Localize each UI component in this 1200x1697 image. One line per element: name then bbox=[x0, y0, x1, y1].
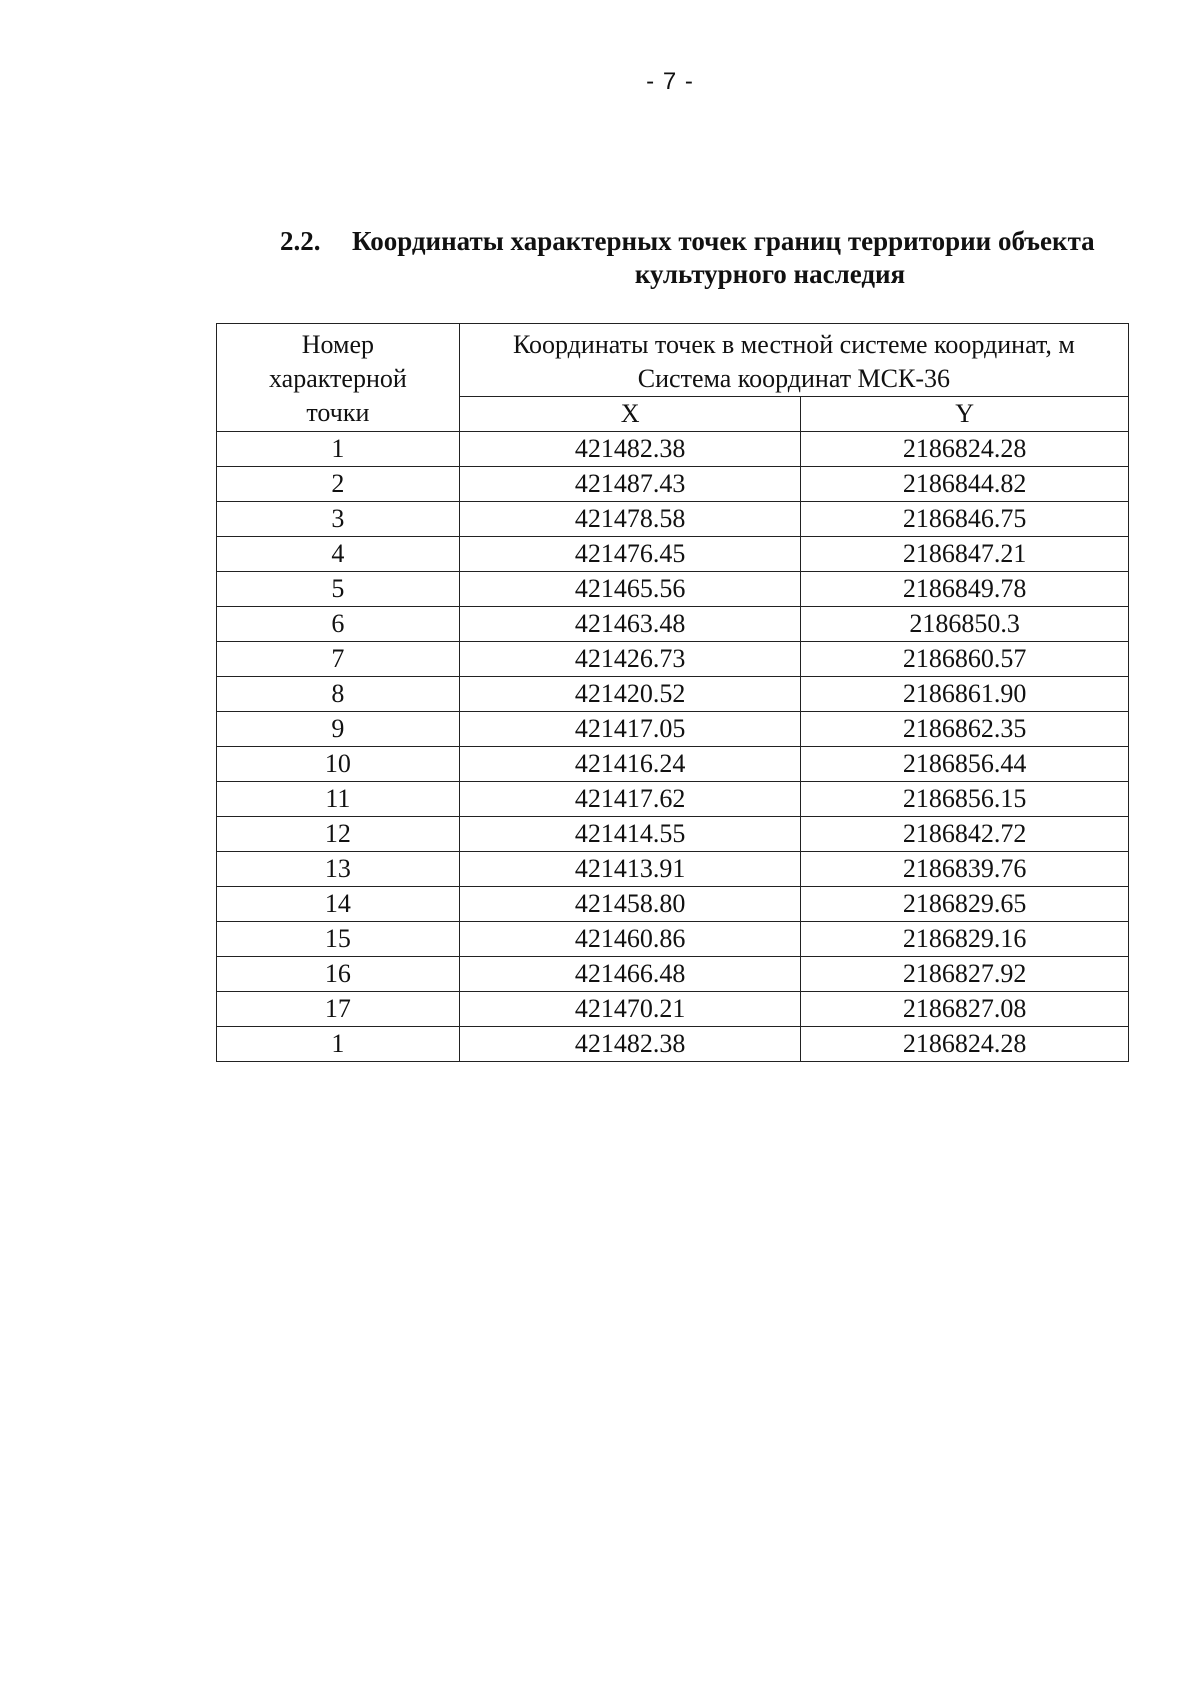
cell-y: 2186850.3 bbox=[801, 607, 1129, 642]
cell-x: 421487.43 bbox=[459, 467, 801, 502]
table-row bbox=[217, 992, 1129, 1027]
header-point-number bbox=[217, 324, 460, 432]
cell-y: 2186824.28 bbox=[801, 1027, 1129, 1062]
table-row bbox=[217, 782, 1129, 817]
cell-y: 2186839.76 bbox=[801, 852, 1129, 887]
cell-x: 421465.56 bbox=[459, 572, 801, 607]
section-heading bbox=[280, 225, 1140, 291]
cell-point-number: 2 bbox=[217, 467, 460, 502]
cell-x: 421463.48 bbox=[459, 607, 801, 642]
cell-point-number: 14 bbox=[217, 887, 460, 922]
cell-x: 421482.38 bbox=[459, 1027, 801, 1062]
table-row bbox=[217, 887, 1129, 922]
cell-point-number: 10 bbox=[217, 747, 460, 782]
section-number: 2.2. bbox=[280, 226, 321, 256]
cell-y: 2186824.28 bbox=[801, 432, 1129, 467]
cell-x: 421417.05 bbox=[459, 712, 801, 747]
cell-y: 2186862.35 bbox=[801, 712, 1129, 747]
table-row bbox=[217, 712, 1129, 747]
table-row bbox=[217, 747, 1129, 782]
header-point-number-line-2: характерной bbox=[269, 364, 407, 393]
table-row bbox=[217, 607, 1129, 642]
cell-y: 2186829.16 bbox=[801, 922, 1129, 957]
table-body bbox=[217, 432, 1129, 1062]
table-row bbox=[217, 957, 1129, 992]
cell-point-number: 17 bbox=[217, 992, 460, 1027]
header-point-number-line-1: Номер bbox=[301, 330, 375, 359]
header-y: Y bbox=[801, 397, 1129, 432]
table-row bbox=[217, 852, 1129, 887]
cell-x: 421482.38 bbox=[459, 432, 801, 467]
cell-y: 2186846.75 bbox=[801, 502, 1129, 537]
header-point-number-line-3: точки bbox=[306, 398, 370, 427]
cell-point-number: 3 bbox=[217, 502, 460, 537]
cell-x: 421416.24 bbox=[459, 747, 801, 782]
table-row bbox=[217, 537, 1129, 572]
cell-point-number: 12 bbox=[217, 817, 460, 852]
cell-point-number: 9 bbox=[217, 712, 460, 747]
table-row bbox=[217, 922, 1129, 957]
cell-y: 2186849.78 bbox=[801, 572, 1129, 607]
cell-x: 421460.86 bbox=[459, 922, 801, 957]
cell-y: 2186844.82 bbox=[801, 467, 1129, 502]
table-row bbox=[217, 677, 1129, 712]
header-coordinates-line-2: Система координат МСК-36 bbox=[637, 364, 951, 393]
heading-line-1 bbox=[280, 225, 1140, 258]
header-coordinates bbox=[459, 324, 1128, 397]
cell-point-number: 11 bbox=[217, 782, 460, 817]
cell-x: 421413.91 bbox=[459, 852, 801, 887]
cell-x: 421476.45 bbox=[459, 537, 801, 572]
cell-point-number: 13 bbox=[217, 852, 460, 887]
cell-x: 421414.55 bbox=[459, 817, 801, 852]
cell-point-number: 1 bbox=[217, 432, 460, 467]
cell-point-number: 15 bbox=[217, 922, 460, 957]
table-row bbox=[217, 817, 1129, 852]
cell-y: 2186847.21 bbox=[801, 537, 1129, 572]
heading-title-part-2: культурного наследия bbox=[634, 259, 906, 289]
cell-x: 421458.80 bbox=[459, 887, 801, 922]
cell-y: 2186856.44 bbox=[801, 747, 1129, 782]
cell-x: 421478.58 bbox=[459, 502, 801, 537]
heading-title-part-1: Координаты характерных точек границ территории объекта bbox=[352, 226, 1095, 256]
cell-point-number: 16 bbox=[217, 957, 460, 992]
cell-point-number: 5 bbox=[217, 572, 460, 607]
coordinates-table bbox=[216, 323, 1129, 1062]
cell-y: 2186829.65 bbox=[801, 887, 1129, 922]
table-row bbox=[217, 502, 1129, 537]
cell-y: 2186861.90 bbox=[801, 677, 1129, 712]
cell-y: 2186827.92 bbox=[801, 957, 1129, 992]
cell-x: 421426.73 bbox=[459, 642, 801, 677]
cell-y: 2186827.08 bbox=[801, 992, 1129, 1027]
cell-point-number: 7 bbox=[217, 642, 460, 677]
cell-x: 421466.48 bbox=[459, 957, 801, 992]
cell-y: 2186856.15 bbox=[801, 782, 1129, 817]
cell-y: 2186842.72 bbox=[801, 817, 1129, 852]
table-row bbox=[217, 1027, 1129, 1062]
cell-point-number: 6 bbox=[217, 607, 460, 642]
cell-x: 421470.21 bbox=[459, 992, 801, 1027]
cell-point-number: 8 bbox=[217, 677, 460, 712]
table-row bbox=[217, 642, 1129, 677]
cell-x: 421417.62 bbox=[459, 782, 801, 817]
cell-point-number: 1 bbox=[217, 1027, 460, 1062]
header-coordinates-line-1: Координаты точек в местной системе координат, м bbox=[512, 330, 1075, 359]
table-row bbox=[217, 432, 1129, 467]
table-row bbox=[217, 467, 1129, 502]
page-number: - 7 - bbox=[646, 68, 694, 95]
table-row bbox=[217, 572, 1129, 607]
cell-x: 421420.52 bbox=[459, 677, 801, 712]
cell-y: 2186860.57 bbox=[801, 642, 1129, 677]
cell-point-number: 4 bbox=[217, 537, 460, 572]
header-x: X bbox=[459, 397, 801, 432]
